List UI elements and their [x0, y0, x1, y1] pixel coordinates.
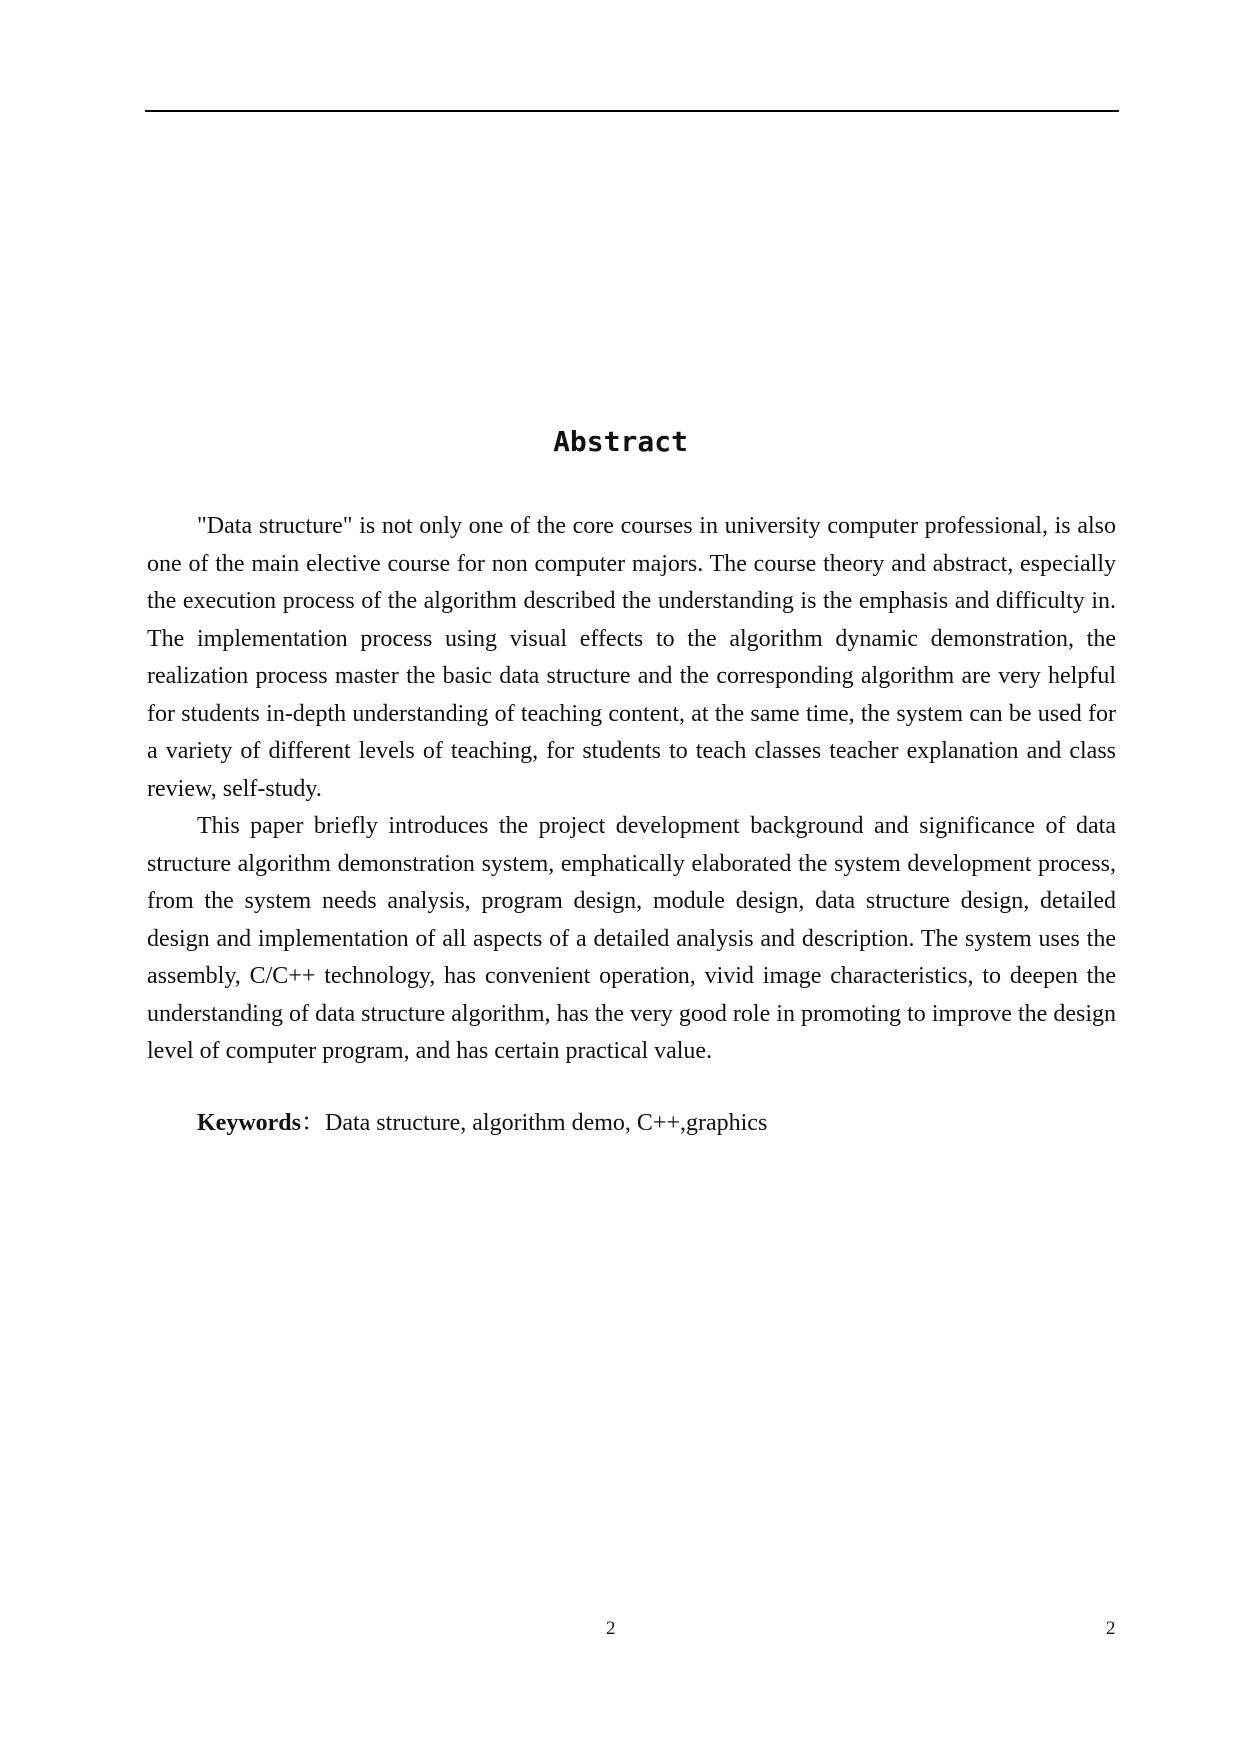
keywords-text: Data structure, algorithm demo, C++,graphics [325, 1110, 768, 1136]
header-rule [145, 110, 1119, 112]
page-number-center: 2 [606, 1618, 616, 1639]
keywords-line [197, 1105, 1116, 1143]
abstract-paragraph-1: "Data structure" is not only one of the core courses in university computer professional, is also one of the main elective course for non computer majors. The course theory and abstract, especially the execution process of the algorithm described the understanding is the emphasis and difficulty in. The implementation process using visual effects to the algorithm dynamic demonstration, the realization process master the basic data structure and the corresponding algorithm are very helpful for students in-depth understanding of teaching content, at the same time, the system can be used for a variety of different levels of teaching, for students to teach classes teacher explanation and class review, self-study. [147, 513, 1116, 802]
abstract-paragraph-2: This paper briefly introduces the project development background and significance of data structure algorithm demonstration system, emphatically elaborated the system development process, from the system needs analysis, program design, module design, data structure design, detailed design and implementation of all aspects of a detailed analysis and description. The system uses the assembly, C/C++ technology, has convenient operation, vivid image characteristics, to deepen the understanding of data structure algorithm, has the very good role in promoting to improve the design level of computer program, and has certain practical value. [147, 813, 1116, 1064]
abstract-body [147, 508, 1116, 1071]
abstract-heading: Abstract [553, 425, 688, 458]
keywords-separator: ： [301, 1110, 325, 1136]
keywords-label: Keywords [197, 1110, 301, 1136]
page-number-right: 2 [1106, 1618, 1116, 1639]
